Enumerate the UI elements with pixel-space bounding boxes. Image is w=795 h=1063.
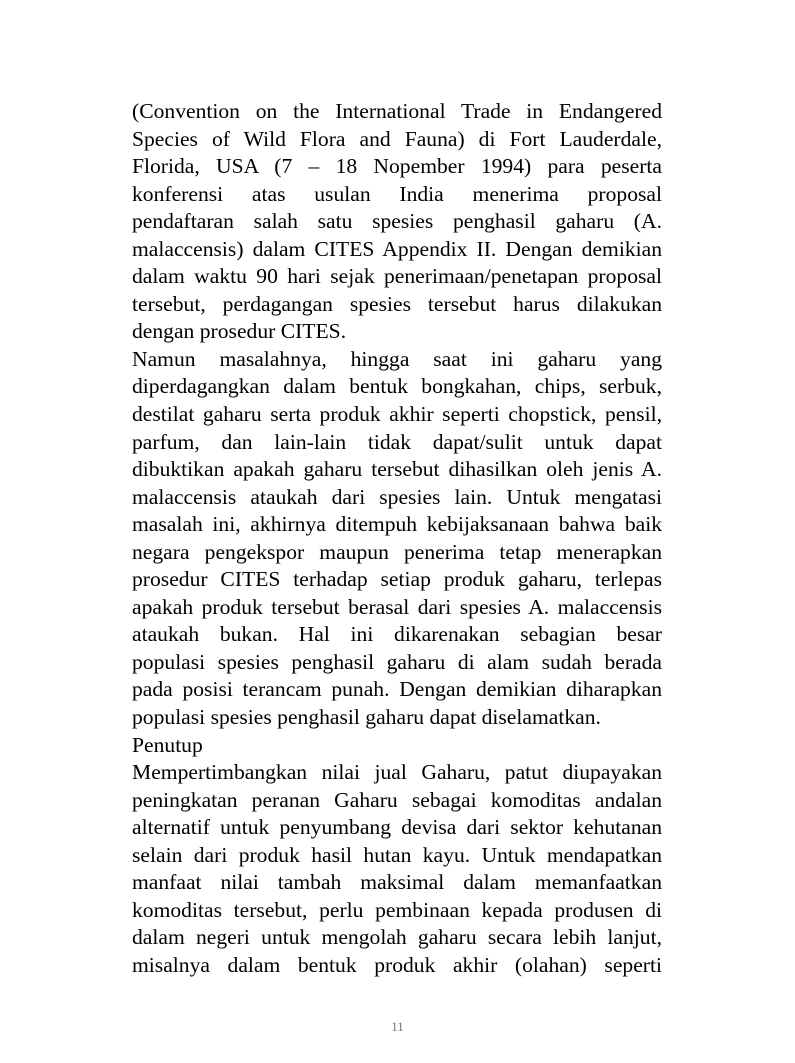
text-line: malaccensis ataukah dari spesies lain. Untuk mengatasi [132, 484, 662, 509]
text-line: Namun masalahnya, hingga saat ini gaharu yang [132, 346, 662, 371]
text-line: konferensi atas usulan India menerima proposal [132, 181, 662, 206]
text-line: Species of Wild Flora and Fauna) di Fort Lauderdale, [132, 126, 662, 151]
text-line: pada posisi terancam punah. Dengan demikian diharapkan [132, 677, 662, 702]
paragraph [132, 759, 662, 979]
text-line: malaccensis) dalam CITES Appendix II. Dengan demikian [132, 236, 662, 261]
text-line: negara pengekspor maupun penerima tetap menerapkan [132, 539, 662, 564]
text-line: destilat gaharu serta produk akhir seperti chopstick, pensil, [132, 402, 662, 427]
text-line: komoditas tersebut, perlu pembinaan kepada produsen di [132, 897, 662, 922]
text-line: masalah ini, akhirnya ditempuh kebijaksanaan bahwa baik [132, 512, 662, 537]
text-line: populasi spesies penghasil gaharu dapat diselamatkan. [132, 705, 601, 730]
page-number: 11 [391, 1019, 404, 1034]
text-line: parfum, dan lain-lain tidak dapat/sulit untuk dapat [132, 429, 662, 454]
text-line: (Convention on the International Trade in Endangered [132, 99, 662, 123]
text-line: misalnya dalam bentuk produk akhir (olahan) seperti [132, 952, 662, 977]
text-line: dengan prosedur CITES. [132, 319, 347, 344]
text-line: diperdagangkan dalam bentuk bongkahan, chips, serbuk, [132, 374, 662, 399]
text-line: selain dari produk hasil hutan kayu. Untuk mendapatkan [132, 842, 662, 867]
document-body [132, 98, 662, 980]
text-line: dibuktikan apakah gaharu tersebut dihasilkan oleh jenis A. [132, 457, 662, 482]
text-line: ataukah bukan. Hal ini dikarenakan sebagian besar [132, 622, 662, 647]
text-line: populasi spesies penghasil gaharu di alam sudah berada [132, 649, 662, 674]
text-line: apakah produk tersebut berasal dari spesies A. malaccensis [132, 594, 662, 619]
text-line: prosedur CITES terhadap setiap produk gaharu, terlepas [132, 567, 662, 592]
paragraph [132, 346, 662, 732]
section-heading [132, 732, 662, 760]
text-line: alternatif untuk penyumbang devisa dari sektor kehutanan [132, 815, 662, 840]
text-line: Penutup [132, 732, 203, 757]
paragraph [132, 98, 662, 346]
text-line: pendaftaran salah satu spesies penghasil gaharu (A. [132, 209, 662, 234]
text-line: tersebut, perdagangan spesies tersebut harus dilakukan [132, 291, 662, 316]
text-line: peningkatan peranan Gaharu sebagai komoditas andalan [132, 787, 662, 812]
text-line: Mempertimbangkan nilai jual Gaharu, patut diupayakan [132, 760, 662, 785]
text-line: dalam negeri untuk mengolah gaharu secara lebih lanjut, [132, 925, 662, 950]
text-line: Florida, USA (7 – 18 Nopember 1994) para peserta [132, 154, 662, 179]
text-line: dalam waktu 90 hari sejak penerimaan/penetapan proposal [132, 264, 662, 289]
text-line: manfaat nilai tambah maksimal dalam memanfaatkan [132, 870, 662, 895]
